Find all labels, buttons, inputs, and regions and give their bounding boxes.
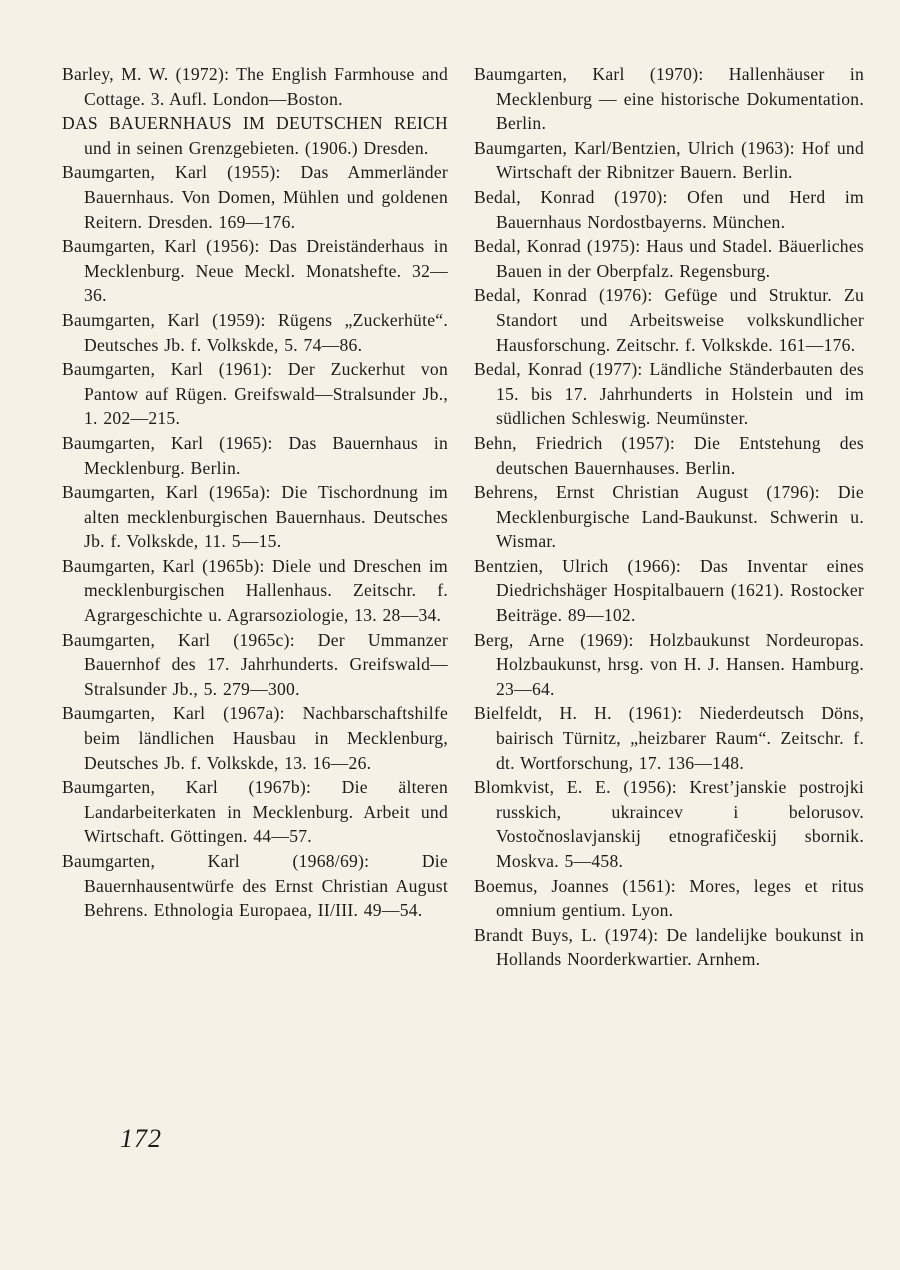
bibliography-entry: Boemus, Joannes (1561): Mores, leges et ritus omnium gentium. Lyon. (474, 875, 864, 921)
bibliography-entry: Baumgarten, Karl (1968/69): Die Bauernhausentwürfe des Ernst Christian August Behrens. Ethnologia Europaea, II/III. 49—54. (62, 851, 448, 921)
bibliography-entry: Barley, M. W. (1972): The English Farmhouse and Cottage. 3. Aufl. London—Boston. (62, 64, 448, 109)
bibliography-entry: Baumgarten, Karl (1961): Der Zuckerhut von Pantow auf Rügen. Greifswald—Stralsunder Jb., 1. 202—215. (62, 359, 448, 429)
page-number: 172 (120, 1124, 162, 1153)
bibliography-entry: Bedal, Konrad (1970): Ofen und Herd im Bauernhaus Nordostbayerns. München. (474, 186, 864, 232)
bibliography-entry: Bedal, Konrad (1977): Ländliche Ständerbauten des 15. bis 17. Jahrhunderts in Holstein und im südlichen Schleswig. Neumünster. (474, 359, 864, 429)
bibliography-entry: Baumgarten, Karl (1965b): Diele und Dreschen im mecklenburgischen Hallenhaus. Zeitschr. f. Agrargeschichte u. Agrarsoziologie, 13. 28—34. (62, 555, 448, 626)
bibliography-entry: Baumgarten, Karl (1965): Das Bauernhaus in Mecklenburg. Berlin. (62, 432, 448, 478)
bibliography-entry: Berg, Arne (1969): Holzbaukunst Nordeuropas. Holzbaukunst, hrsg. von H. J. Hansen. Hamburg. 23—64. (474, 629, 864, 699)
bibliography-entry: Baumgarten, Karl (1955): Das Ammerländer Bauernhaus. Von Domen, Mühlen und goldenen Reitern. Dresden. 169—176. (62, 162, 448, 232)
bibliography-entry: Baumgarten, Karl (1956): Das Dreiständerhaus in Mecklenburg. Neue Meckl. Monatshefte. 32—36. (62, 236, 448, 306)
bibliography-entry: DAS BAUERNHAUS IM DEUTSCHEN REICH und in seinen Grenzgebieten. (1906.) Dresden. (62, 113, 448, 158)
bibliography-entry: Baumgarten, Karl (1967a): Nachbarschaftshilfe beim ländlichen Hausbau in Mecklenburg, Deutsches Jb. f. Volkskde, 13. 16—26. (62, 703, 448, 773)
bibliography-entry: Behn, Friedrich (1957): Die Entstehung des deutschen Bauernhauses. Berlin. (474, 432, 864, 478)
bibliography-entry: Baumgarten, Karl (1967b): Die älteren Landarbeiterkaten in Mecklenburg. Arbeit und Wirtschaft. Göttingen. 44—57. (62, 777, 448, 847)
bibliography-entry: Bentzien, Ulrich (1966): Das Inventar eines Diedrichshäger Hospitalbauern (1621). Rostocker Beiträge. 89—102. (474, 555, 864, 626)
bibliography-entry: Brandt Buys, L. (1974): De landelijke boukunst in Hollands Noorderkwartier. Arnhem. (474, 924, 864, 970)
bibliography-entry: Bielfeldt, H. H. (1961): Niederdeutsch Döns, bairisch Türnitz, „heizbarer Raum“. Zeitschr. f. dt. Wortforschung, 17. 136—148. (474, 703, 864, 773)
bibliography-entry: Bedal, Konrad (1976): Gefüge und Struktur. Zu Standort und Arbeitsweise volkskundlicher Hausforschung. Zeitschr. f. Volkskde. 161—176. (474, 285, 864, 355)
bibliography-entry: Behrens, Ernst Christian August (1796): Die Mecklenburgische Land-Baukunst. Schwerin u. Wismar. (474, 482, 864, 552)
bibliography-entry: Baumgarten, Karl (1970): Hallenhäuser in Mecklenburg — eine historische Dokumentation. Berlin. (474, 64, 864, 134)
bibliography-entry: Blomkvist, E. E. (1956): Krest’janskie postrojki russkich, ukraincev i belorusov. Vostočnoslavjanskij etnografičeskij sbornik. Moskva. 5—458. (474, 777, 864, 871)
right-column (474, 62, 864, 972)
bibliography-entry: Baumgarten, Karl (1959): Rügens „Zuckerhüte“. Deutsches Jb. f. Volkskde, 5. 74—86. (62, 309, 448, 355)
bibliography-entry: Baumgarten, Karl (1965c): Der Ummanzer Bauernhof des 17. Jahrhunderts. Greifswald—Stralsunder Jb., 5. 279—300. (62, 629, 448, 699)
bibliography-entry: Baumgarten, Karl/Bentzien, Ulrich (1963): Hof und Wirtschaft der Ribnitzer Bauern. Berlin. (474, 137, 864, 183)
bibliography-entry: Bedal, Konrad (1975): Haus und Stadel. Bäuerliches Bauen in der Oberpfalz. Regensburg. (474, 236, 864, 281)
bibliography-entry: Baumgarten, Karl (1965a): Die Tischordnung im alten mecklenburgischen Bauernhaus. Deutsches Jb. f. Volkskde, 11. 5—15. (62, 482, 448, 552)
left-column (62, 62, 448, 923)
